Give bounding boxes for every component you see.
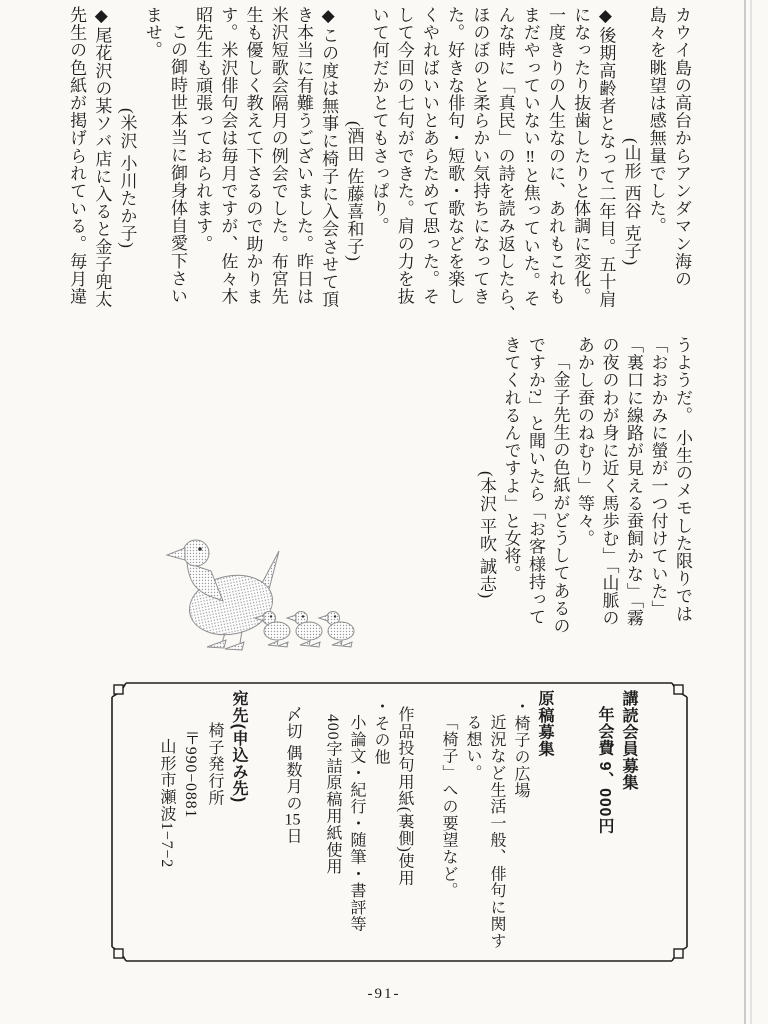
text-column: ・椅子の広場	[512, 698, 529, 799]
text-column: る想い。	[464, 714, 481, 782]
text-column: き本当に有難うございました。昨日は	[293, 6, 313, 306]
text-column: 400字詰原稿用紙使用	[324, 714, 341, 875]
text-column: まだやっていない‼と焦っていた。そ	[520, 6, 540, 308]
text-column: 小論文・紀行・随筆・書評等	[348, 714, 365, 933]
text-column: 椅子発行所	[206, 722, 223, 806]
text-column: 原稿募集	[536, 690, 553, 758]
text-column: 昭先生も頑張っておられます。	[193, 6, 213, 253]
text-column: 島々を眺望は感無量でした。	[646, 6, 666, 235]
text-column: 講読会員募集	[620, 690, 637, 791]
text-column: (酒田 佐藤喜和子)	[344, 121, 364, 262]
text-column: くやればいいとあらためて思った。そ	[419, 6, 439, 306]
text-column: の夜のわが身に近く馬歩む」「山脈の	[599, 336, 619, 627]
text-column: 「金子先生の色紙がどうしてあるの	[550, 353, 570, 635]
duck-family-illustration	[165, 525, 375, 653]
text-column: この御時世本当に御身体自愛下さい	[167, 23, 187, 305]
text-column: ◆尾花沢の某ソバ店に入ると金子兜太	[92, 6, 112, 309]
text-column: ◆後期高齢者となって二年目。五十肩	[596, 6, 616, 309]
text-column: あかし蚕のねむり」等々。	[575, 336, 594, 548]
text-column: 「椅子」への要望など。	[440, 714, 457, 899]
reader-letters-middle	[474, 336, 695, 646]
text-column: 一度きりの人生なのに、あれもこれも	[545, 6, 565, 306]
text-column: になったり抜歯したりと体調に変化。	[571, 6, 591, 306]
text-column: 〆切 偶数月の15日	[284, 706, 301, 845]
text-column: いて何だかとてもさっぱり。	[369, 6, 389, 235]
recruitment-box-text	[154, 690, 640, 954]
text-column: ◆この度は無事に椅子に入会させて頂	[319, 6, 339, 309]
text-column: 先生の色紙が掲げられている。毎月違	[67, 6, 87, 306]
text-column: 年会費 9、000円	[596, 706, 613, 835]
text-column: ですか?」と聞いたら「お客様持って	[526, 336, 545, 626]
scan-edge-line-light	[750, 0, 752, 1024]
text-column: た。好きな俳句・短歌・歌などを楽し	[445, 6, 465, 306]
text-column: 〒990−0881	[182, 730, 199, 819]
text-column: 山形市瀬波1−7−2	[158, 738, 175, 869]
text-column: 「おおかみに螢が一つ付けていた」	[648, 336, 668, 618]
scan-edge-line	[744, 0, 746, 1024]
text-column: 作品投句用紙(裏側)使用	[396, 706, 413, 887]
text-column: 生も優しく教えて下さるので助かりま	[243, 6, 263, 306]
text-column: す。米沢俳句会は毎月ですが、佐々木	[218, 6, 238, 306]
text-column: ほのぼのと柔らかい気持ちになってき	[470, 6, 490, 306]
text-column: (本沢 平吹 誠志)	[477, 471, 496, 599]
text-column: カウイ島の高台からアンダマン海の	[672, 6, 691, 288]
text-column: 近況など生活一般、俳句に関す	[488, 714, 505, 950]
text-column: 米沢短歌会隔月の例会でした。布宮先	[268, 6, 288, 306]
text-column: 宛先(申込み先)	[230, 690, 247, 804]
page-number: -91-	[367, 986, 401, 1002]
text-column: うようだ。 小生のメモした限りでは	[673, 336, 692, 623]
text-column: ませ。	[142, 6, 162, 59]
text-column: 「裏口に線路が見える蚕飼かな」「霧	[624, 336, 643, 627]
text-column: (山形 西谷 克子)	[621, 138, 641, 266]
text-column: んな時に「真民」の詩を読み返したら、	[495, 6, 515, 323]
text-column: ・その他	[372, 698, 389, 766]
reader-letters-top	[64, 6, 694, 336]
text-column: きてくれるんですよ」と女将。	[501, 336, 521, 583]
text-column: (米沢 小川たか子)	[117, 108, 137, 249]
text-column: して今回の七句ができた。肩の力を抜	[394, 6, 414, 306]
